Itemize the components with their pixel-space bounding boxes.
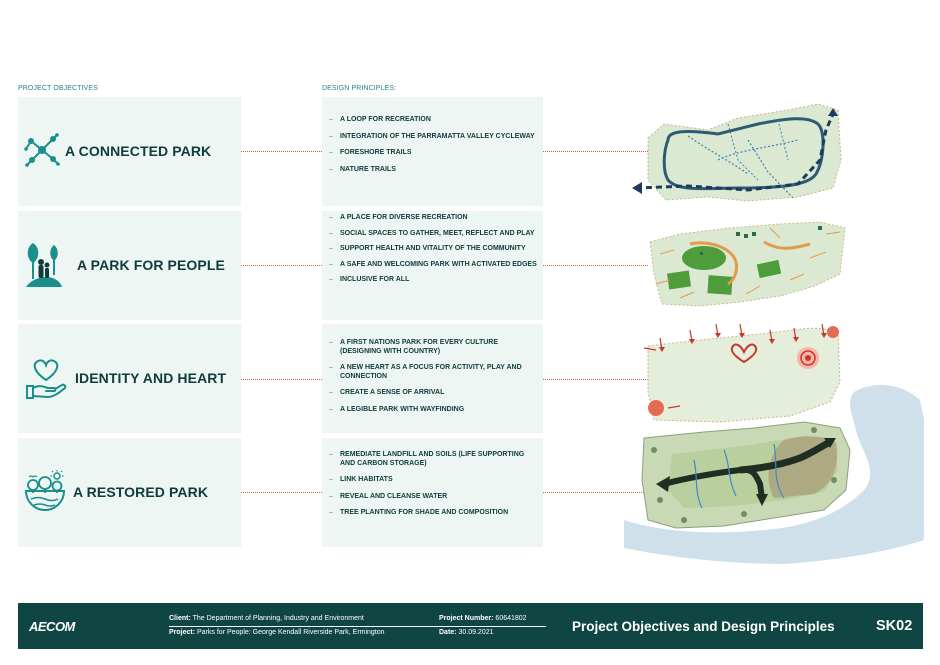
objective-title: A CONNECTED PARK: [65, 143, 212, 159]
principle-item: – A SAFE AND WELCOMING PARK WITH ACTIVATED EDGES: [329, 261, 539, 270]
people-trees-icon: [24, 241, 64, 289]
recreation-map-diagram: [640, 214, 860, 314]
principle-item: – A LOOP FOR RECREATION: [329, 116, 539, 125]
project-number-line: [439, 615, 527, 622]
objective-card-people: [18, 211, 241, 320]
date-label: Date:: [439, 629, 457, 636]
aecom-logo: AECOM: [29, 619, 75, 634]
client-value: The Department of Planning, Industry and Environment: [192, 615, 364, 622]
connector-dots: [241, 379, 322, 380]
client-label: Client:: [169, 615, 191, 622]
connector-dots: [241, 265, 322, 266]
sheet-number: SK02: [876, 618, 913, 634]
principle-item: – INCLUSIVE FOR ALL: [329, 276, 539, 285]
circulation-map-diagram: [628, 100, 853, 208]
objective-card-connected: [18, 97, 241, 206]
connector-dots: [241, 492, 322, 493]
restoration-map-diagram: [624, 380, 924, 565]
objective-title: IDENTITY AND HEART: [75, 370, 227, 386]
network-icon: [23, 131, 61, 169]
principles-card-identity: [322, 324, 543, 433]
principle-item: – NATURE TRAILS: [329, 166, 539, 175]
connector-dots: [543, 265, 648, 266]
earth-trees-icon: [24, 469, 66, 513]
principle-item: – LINK HABITATS: [329, 476, 539, 485]
principle-item: – SOCIAL SPACES TO GATHER, MEET, REFLECT AND PLAY: [329, 230, 539, 239]
date-line: [439, 629, 494, 636]
date-value: 30.09.2021: [458, 629, 494, 636]
principle-item: – REMEDIATE LANDFILL AND SOILS (LIFE SUPPORTING AND CARBON STORAGE): [329, 451, 539, 468]
principle-item: – A NEW HEART AS A FOCUS FOR ACTIVITY, PLAY AND CONNECTION: [329, 364, 539, 381]
principle-item: – A FIRST NATIONS PARK FOR EVERY CULTURE (DESIGNING WITH COUNTRY): [329, 339, 539, 356]
project-number-label: Project Number:: [439, 615, 494, 622]
client-line: [169, 615, 364, 622]
principle-item: – INTEGRATION OF THE PARRAMATTA VALLEY CYCLEWAY: [329, 133, 539, 142]
principles-card-connected: [322, 97, 543, 206]
principles-header: DESIGN PRINCIPLES:: [322, 85, 397, 92]
principle-item: – TREE PLANTING FOR SHADE AND COMPOSITION: [329, 509, 539, 518]
principle-item: – A LEGIBLE PARK WITH WAYFINDING: [329, 406, 539, 415]
connector-dots: [241, 151, 322, 152]
objective-card-identity: [18, 324, 241, 433]
project-number-value: 60641802: [495, 615, 527, 622]
principles-card-people: [322, 211, 543, 320]
project-label: Project:: [169, 629, 196, 636]
title-block-footer: [18, 603, 923, 649]
objective-title: A PARK FOR PEOPLE: [77, 257, 225, 273]
footer-divider: [169, 626, 546, 627]
objective-title: A RESTORED PARK: [73, 484, 209, 500]
principle-item: – FORESHORE TRAILS: [329, 149, 539, 158]
principles-card-restored: [322, 438, 543, 547]
principle-item: – REVEAL AND CLEANSE WATER: [329, 493, 539, 502]
objectives-header: PROJECT OBJECTIVES: [18, 85, 98, 92]
sheet-title: Project Objectives and Design Principles: [572, 619, 835, 634]
principle-item: – A PLACE FOR DIVERSE RECREATION: [329, 214, 539, 223]
project-value: Parks for People: George Kendall Riverside Park, Ermington: [197, 629, 385, 636]
principle-item: – CREATE A SENSE OF ARRIVAL: [329, 389, 539, 398]
principle-item: – SUPPORT HEALTH AND VITALITY OF THE COMMUNITY: [329, 245, 539, 254]
heart-hand-icon: [24, 356, 68, 400]
objective-card-restored: [18, 438, 241, 547]
project-line: [169, 629, 385, 636]
